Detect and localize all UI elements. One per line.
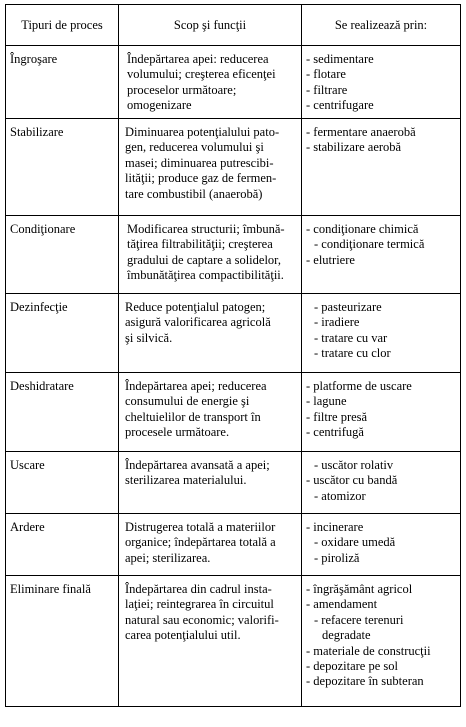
- methods-list: [306, 52, 456, 114]
- methods-list: [306, 125, 456, 156]
- process-type-cell: [6, 46, 119, 119]
- purpose-cell: [119, 576, 302, 707]
- process-type-label: Uscare: [10, 458, 45, 472]
- process-type-cell: [6, 576, 119, 707]
- methods-cell: [302, 46, 461, 119]
- method-item: - elutriere: [306, 252, 355, 267]
- method-item: - centrifugă: [306, 425, 364, 440]
- method-item: - refacere terenuri: [314, 612, 404, 627]
- purpose-line: proceselor următoare;: [127, 82, 237, 97]
- methods-list: [306, 300, 456, 362]
- purpose-cell: [119, 452, 302, 514]
- purpose-line: şi silvică.: [125, 330, 173, 345]
- method-item: - iradiere: [314, 315, 360, 330]
- purpose-line: Îndepărtarea avansată a apei;: [125, 458, 270, 472]
- purpose-line: cheltuielilor de transport în: [125, 409, 261, 424]
- method-item: - materiale de construcţii: [306, 643, 431, 658]
- table-row: [6, 46, 461, 119]
- purpose-line: Îndepărtarea din cadrul insta-: [125, 582, 272, 596]
- method-item: - uscător rolativ: [314, 458, 394, 472]
- method-item: degradate: [322, 628, 371, 643]
- purpose-line: laţiei; reintegrarea în circuitul: [125, 597, 274, 612]
- table-row: [6, 514, 461, 576]
- purpose-line: organice; îndepărtarea totală a: [125, 535, 276, 550]
- purpose-cell: [119, 46, 302, 119]
- method-item: - uscător cu bandă: [306, 473, 398, 488]
- method-item: - platforme de uscare: [306, 379, 412, 393]
- purpose-cell: [119, 216, 302, 294]
- header-process-types: Tipuri de proces: [6, 5, 119, 46]
- method-item: - sedimentare: [306, 52, 374, 66]
- methods-cell: [302, 119, 461, 216]
- process-type-label: Condiţionare: [10, 222, 76, 236]
- purpose-line: asigură valorificarea agricolă: [125, 315, 271, 330]
- process-type-cell: [6, 514, 119, 576]
- purpose-line: sterilizarea materialului.: [125, 473, 247, 488]
- purpose-line: Distrugerea totală a materiilor: [125, 520, 276, 534]
- process-type-label: Îngroşare: [10, 52, 58, 66]
- purpose-line: tăţirea filtrabilităţii; creşterea: [127, 237, 273, 252]
- methods-list: [306, 458, 456, 504]
- method-item: - centrifugare: [306, 98, 374, 113]
- table-row: [6, 294, 461, 373]
- purpose-line: lităţii; produce gaz de fermen-: [125, 171, 277, 186]
- purpose-line: Modificarea structurii; îmbună-: [127, 222, 285, 236]
- purpose-line: carea potenţialului util.: [125, 628, 241, 643]
- process-type-cell: [6, 373, 119, 452]
- table-row: [6, 373, 461, 452]
- method-item: - depozitare pe sol: [306, 659, 398, 674]
- process-table: [5, 4, 461, 707]
- process-type-label: Eliminare finală: [10, 582, 91, 596]
- process-type-cell: [6, 452, 119, 514]
- purpose-line: gen, reducerea volumului şi: [125, 140, 264, 155]
- purpose-line: tare combustibil (anaerobă): [125, 186, 263, 201]
- method-item: - filtrare: [306, 82, 348, 97]
- methods-cell: [302, 576, 461, 707]
- table-body: [6, 46, 461, 707]
- methods-cell: [302, 216, 461, 294]
- table-row: [6, 576, 461, 707]
- method-item: - tratare cu var: [314, 330, 388, 345]
- purpose-line: consumului de energie şi: [125, 394, 250, 409]
- method-item: - flotare: [306, 67, 346, 82]
- method-item: - depozitare în subteran: [306, 674, 424, 689]
- method-item: - oxidare umedă: [314, 535, 396, 550]
- purpose-line: gradului de captare a solidelor,: [127, 252, 281, 267]
- header-purpose: Scop şi funcţii: [119, 5, 302, 46]
- process-type-label: Deshidratare: [10, 379, 74, 393]
- method-item: - fermentare anaerobă: [306, 125, 416, 139]
- methods-list: [306, 379, 456, 441]
- purpose-line: masei; diminuarea putrescibi-: [125, 155, 274, 170]
- methods-list: [306, 520, 456, 566]
- method-item: - îngrăşământ agricol: [306, 582, 413, 596]
- methods-list: [306, 222, 456, 268]
- method-item: - incinerare: [306, 520, 364, 534]
- methods-cell: [302, 294, 461, 373]
- method-item: - filtre presă: [306, 409, 368, 424]
- method-item: - lagune: [306, 394, 347, 409]
- purpose-cell: [119, 294, 302, 373]
- methods-list: [306, 582, 456, 690]
- process-type-label: Ardere: [10, 520, 45, 534]
- purpose-cell: [119, 373, 302, 452]
- purpose-line: procesele următoare.: [125, 425, 230, 440]
- table-row: [6, 119, 461, 216]
- method-item: - tratare cu clor: [314, 346, 391, 361]
- purpose-line: apei; sterilizarea.: [125, 550, 211, 565]
- purpose-line: volumului; creşterea eficenţei: [127, 67, 276, 82]
- purpose-line: Îndepărtarea apei; reducerea: [125, 379, 267, 393]
- purpose-line: îmbunătăţirea compactibilităţii.: [127, 268, 284, 283]
- method-item: - condiţionare termică: [314, 237, 425, 252]
- process-type-cell: [6, 294, 119, 373]
- table-row: [6, 216, 461, 294]
- header-row: [6, 5, 461, 46]
- method-item: - piroliză: [314, 550, 360, 565]
- purpose-cell: [119, 514, 302, 576]
- process-type-label: Stabilizare: [10, 125, 64, 139]
- methods-cell: [302, 452, 461, 514]
- header-methods: Se realizează prin:: [302, 5, 461, 46]
- method-item: - amendament: [306, 597, 378, 612]
- purpose-line: Îndepărtarea apei: reducerea: [127, 52, 269, 66]
- method-item: - atomizor: [314, 488, 366, 503]
- process-type-cell: [6, 119, 119, 216]
- process-type-cell: [6, 216, 119, 294]
- purpose-line: Reduce potenţialul patogen;: [125, 300, 266, 314]
- process-type-label: Dezinfecţie: [10, 300, 68, 314]
- method-item: - condiţionare chimică: [306, 222, 419, 236]
- method-item: - stabilizare aerobă: [306, 140, 402, 155]
- methods-cell: [302, 514, 461, 576]
- purpose-line: Diminuarea potenţialului pato-: [125, 125, 280, 139]
- method-item: - pasteurizare: [314, 300, 382, 314]
- purpose-cell: [119, 119, 302, 216]
- table-row: [6, 452, 461, 514]
- purpose-line: omogenizare: [127, 98, 192, 113]
- purpose-line: natural sau economic; valorifi-: [125, 612, 279, 627]
- methods-cell: [302, 373, 461, 452]
